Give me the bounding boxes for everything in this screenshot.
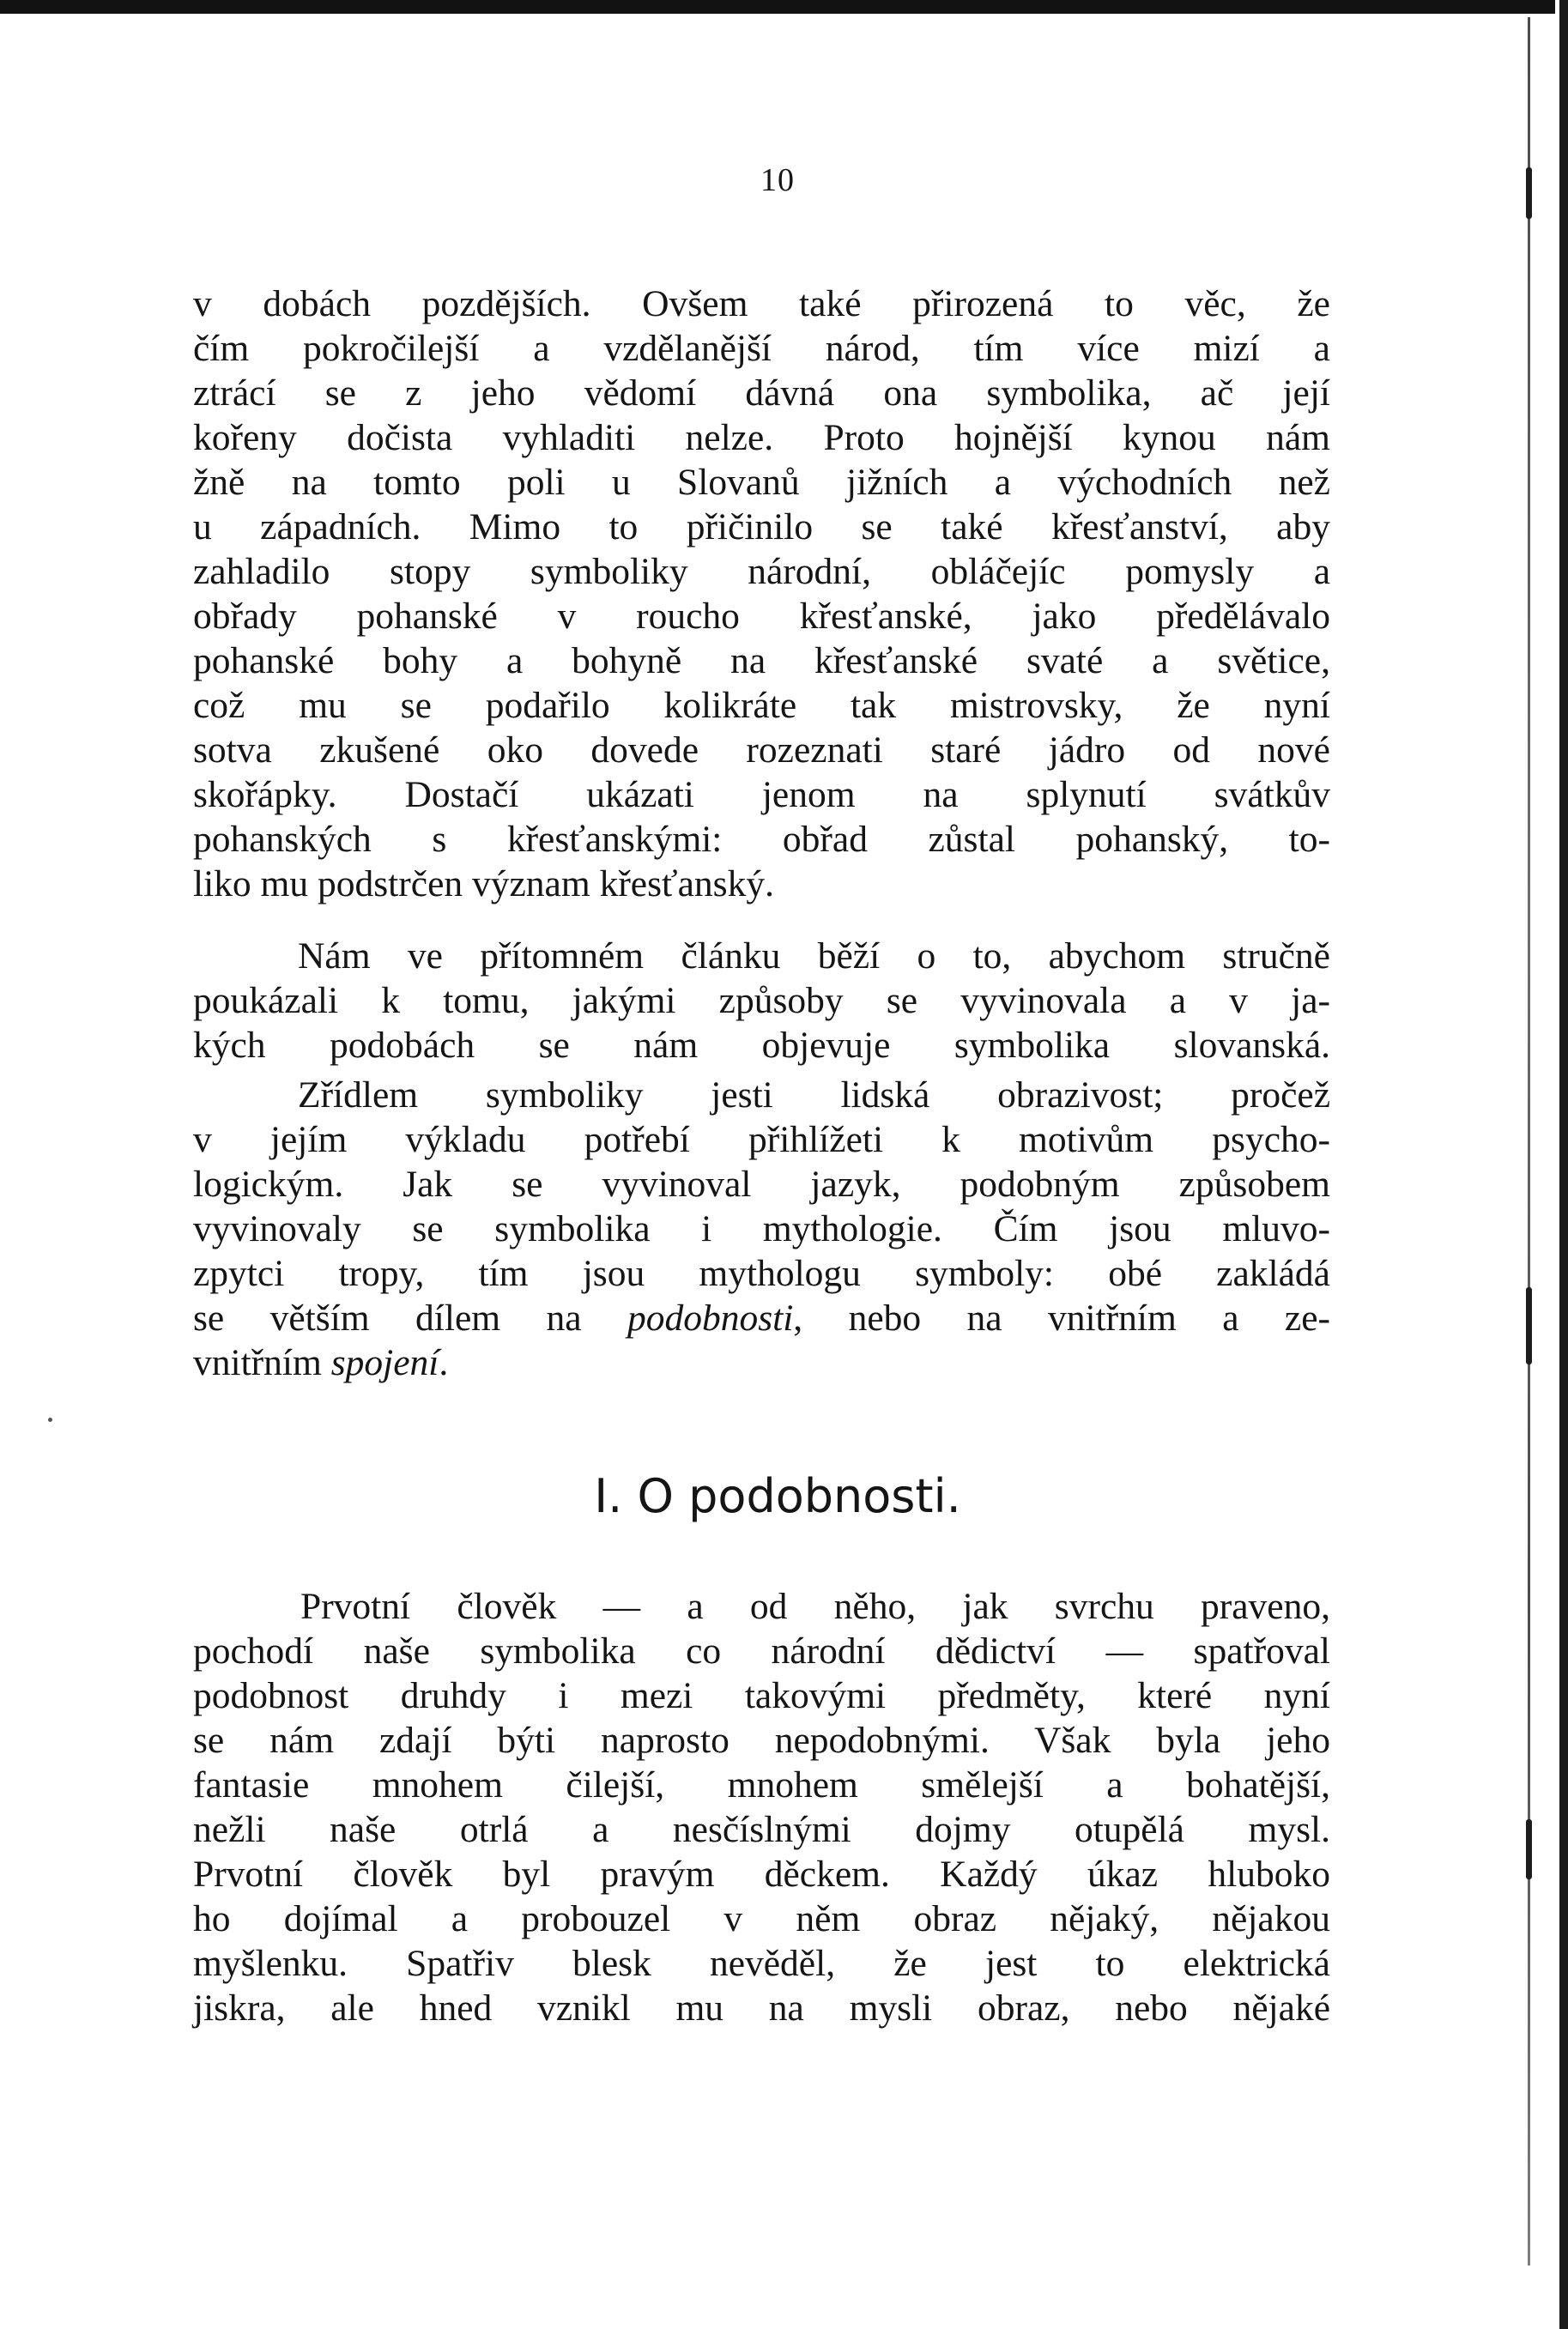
text-line: fantasie mnohem čilejší, mnohem smělejší a bohatější, (193, 1764, 1330, 1806)
page-edge-mark (1526, 1819, 1532, 1879)
paragraph (193, 1584, 1330, 2030)
paragraph (193, 934, 1330, 1068)
scan-speck (48, 1418, 52, 1422)
text-line: se nám zdají býti naprosto nepodobnými. Však byla jeho (193, 1720, 1330, 1761)
text-line: Prvotní člověk byl pravým děckem. Každý úkaz hluboko (193, 1854, 1330, 1895)
text-line: zpytci tropy, tím jsou mythologu symboly: obé zakládá (193, 1253, 1330, 1294)
text-line: poukázali k tomu, jakými způsoby se vyvinovala a v ja- (193, 980, 1330, 1021)
text-line: u západních. Mimo to přičinilo se také křesťanství, aby (193, 506, 1330, 547)
text-line: skořápky. Dostačí ukázati jenom na splynutí svátkův (193, 774, 1330, 815)
text-line-with-italic: se větším dílem na podobnosti, nebo na vnitřním a ze- (193, 1298, 1330, 1339)
scan-top-border (0, 0, 1555, 14)
text-line: žně na tomto poli u Slovanů jižních a východních než (193, 462, 1330, 503)
paragraph (193, 1073, 1330, 1385)
text-line: podobnost druhdy i mezi takovými předměty, které nyní (193, 1675, 1330, 1716)
text-line: Nám ve přítomném článku běží o to, abychom stručně (298, 935, 1330, 977)
text-line: což mu se podařilo kolikráte tak mistrovsky, že nyní (193, 685, 1330, 726)
page-edge-shadow (1528, 17, 1530, 2265)
text-line-with-italic: vnitřním spojení. (193, 1342, 449, 1383)
text-line: vyvinovaly se symbolika i mythologie. Čím jsou mluvo- (193, 1208, 1330, 1249)
text-line: obřady pohanské v roucho křesťanské, jako předělávalo (193, 596, 1330, 637)
text-line: pohanské bohy a bohyně na křesťanské svaté a světice, (193, 640, 1330, 681)
page-edge-mark (1526, 1287, 1532, 1364)
text-line: myšlenku. Spatřiv blesk nevěděl, že jest to elektrická (193, 1943, 1330, 1984)
text-line: nežli naše otrlá a nesčíslnými dojmy otupělá mysl. (193, 1809, 1330, 1850)
text-line: jiskra, ale hned vznikl mu na mysli obraz, nebo nějaké (193, 1987, 1330, 2029)
text-line: kořeny dočista vyhladiti nelze. Proto hojnější kynou nám (193, 417, 1330, 458)
text-line: ztrácí se z jeho vědomí dávná ona symbolika, ač její (193, 372, 1330, 414)
text-line: Zřídlem symboliky jesti lidská obrazivost; pročež (298, 1074, 1330, 1116)
section-heading: I. O podobnosti. (594, 1469, 961, 1523)
text-line: liko mu podstrčen význam křesťanský. (193, 863, 774, 904)
italic-emphasis: podobnosti (627, 1298, 794, 1339)
scan-right-border (1559, 0, 1568, 2329)
text-line: pochodí naše symbolika co národní dědictví — spatřoval (193, 1630, 1330, 1672)
italic-emphasis: spojení (330, 1342, 439, 1383)
page-number: 10 (760, 162, 795, 198)
text-line: Prvotní člověk — a od něho, jak svrchu praveno, (300, 1586, 1330, 1627)
paragraph (193, 281, 1330, 906)
text-line: logickým. Jak se vyvinoval jazyk, podobným způsobem (193, 1164, 1330, 1205)
text-line: čím pokročilejší a vzdělanější národ, tím více mizí a (193, 328, 1330, 369)
text-line: zahladilo stopy symboliky národní, obláčejíc pomysly a (193, 551, 1330, 592)
text-line: v dobách pozdějších. Ovšem také přirozená to věc, že (193, 283, 1330, 324)
text-line: kých podobách se nám objevuje symbolika slovanská. (193, 1025, 1330, 1066)
text-line: sotva zkušené oko dovede rozeznati staré jádro od nové (193, 729, 1330, 771)
text-line: pohanských s křesťanskými: obřad zůstal pohanský, to- (193, 819, 1330, 860)
text-line: ho dojímal a probouzel v něm obraz nějaký, nějakou (193, 1898, 1330, 1939)
text-line: v jejím výkladu potřebí přihlížeti k motivům psycho- (193, 1119, 1330, 1160)
